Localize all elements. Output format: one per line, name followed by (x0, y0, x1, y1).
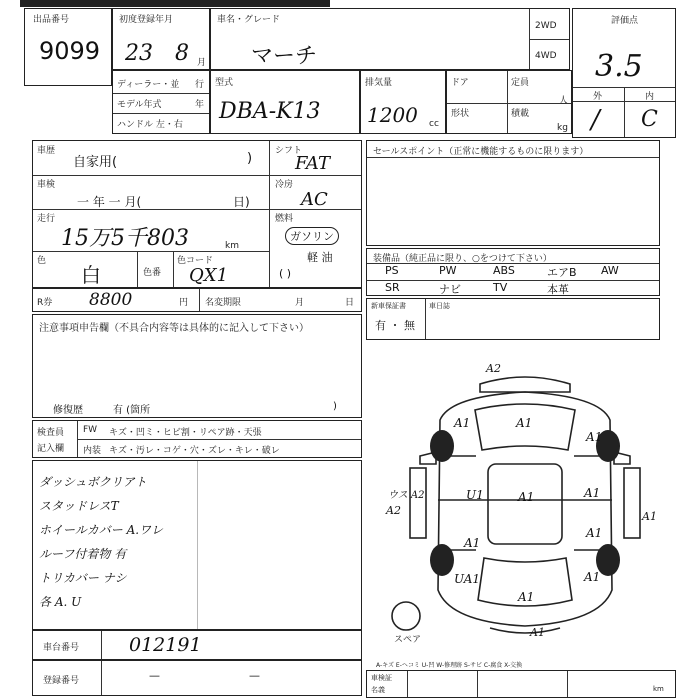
lot-number: 9099 (39, 37, 101, 65)
shape-label: 形状 (451, 109, 470, 119)
inspection-label: 車検 (37, 180, 56, 190)
mark-front-bumper: A2 (486, 362, 501, 375)
model-code-label: 型式 (215, 78, 234, 88)
comment-line: ルーフ付着物 有 (39, 547, 127, 561)
warranty-label-2: 車日誌 (429, 302, 450, 310)
spare-label: スペア (394, 635, 422, 645)
ac-label: 冷房 (275, 180, 294, 190)
capacity-label: 定員 (511, 78, 530, 88)
capacity-unit: 人 (559, 96, 569, 106)
comment-line: スタッドレスT (39, 499, 119, 513)
recycle-value: 8800 (89, 290, 133, 310)
usage-value: 自家用( (73, 155, 118, 170)
equipment-item: SR (385, 281, 400, 294)
inspector-row1-items: キズ・凹ミ・ヒビ割・リペア跡・天張 (109, 428, 262, 438)
model-year-label: モデル年式 (117, 100, 162, 110)
fuel-value: ガソリン (285, 227, 339, 245)
warranty-value: 有 ・ 無 (375, 319, 415, 332)
chassis-label: 車台番号 (43, 643, 80, 653)
repair-history-value: 有 (箇所 (113, 405, 151, 416)
name-expiry-month: 月 (295, 298, 305, 308)
mark-right-quarter: A1 (584, 570, 601, 584)
mark-front-left-fender: A1 (454, 416, 471, 430)
lot-number-label: 出品番号 (33, 15, 70, 25)
mark-rear-bumper: A1 (530, 626, 545, 639)
registration-label: 登録番号 (43, 676, 80, 686)
inspector-box (32, 420, 362, 458)
stamp-unit: km (653, 685, 664, 693)
comments-box (32, 460, 362, 630)
lot-number-box (24, 8, 112, 86)
usage-label: 車歴 (37, 146, 56, 156)
mileage-label: 走行 (37, 214, 56, 224)
comment-line: ホイールカバー A.ワレ (39, 523, 164, 537)
mark-right-skirt: A1 (642, 510, 657, 523)
mark-right-rear-door: A1 (586, 526, 603, 540)
inspector-row1-tag: FW (83, 425, 98, 435)
equipment-item: TV (493, 281, 508, 294)
doors-shape-box (446, 70, 572, 134)
name-expiry-label: 名変期限 (205, 298, 242, 308)
inspection-text: 一 年 一 月( (77, 195, 142, 209)
recycle-label: R券 (37, 298, 53, 308)
displacement-box (360, 70, 446, 134)
first-registration-year: 23 (125, 41, 153, 66)
equipment-label: 装備品（純正品に限り、○をつけて下さい） (373, 254, 552, 264)
steering-label: ハンドル 左・右 (117, 120, 183, 130)
mileage-value: 15万5千803 (61, 226, 189, 251)
inspector-row2-items: キズ・汚レ・コゲ・穴・ズレ・キレ・破レ (109, 446, 280, 456)
equipment-item: 本革 (547, 283, 569, 296)
inspection-day: 日) (233, 195, 250, 209)
inspector-row2-tag: 内装 (83, 446, 102, 456)
chassis-box (32, 630, 362, 660)
sales-point-label: セールスポイント（正常に機能するものに限ります） (373, 147, 589, 157)
doors-label: ドア (451, 78, 469, 88)
registration-dash-2: — (249, 669, 260, 682)
color-code: QX1 (189, 265, 229, 286)
score-label: 評価点 (611, 16, 639, 26)
equipment-box (366, 248, 660, 296)
recycle-box (32, 288, 362, 312)
first-registration-label: 初度登録年月 (119, 15, 174, 25)
inspector-label-2: 記入欄 (37, 444, 65, 454)
dealer-label: ディーラー・並 (117, 80, 180, 90)
score-box (572, 8, 676, 138)
displacement-label: 排気量 (365, 78, 393, 88)
drive-4wd: 4WD (535, 51, 557, 61)
comment-line: ダッシュボクリアト (39, 475, 147, 489)
equipment-item: AW (601, 264, 619, 277)
comment-line: トリカバー ナシ (39, 571, 127, 585)
sales-point-box (366, 140, 660, 246)
usage-close: ) (247, 151, 253, 166)
top-banner-bar (20, 0, 330, 7)
equipment-item: エアB (547, 266, 577, 279)
model-code-box (210, 70, 360, 134)
chassis-value: 012191 (129, 634, 202, 656)
mark-trunk: A1 (518, 590, 535, 604)
inspector-label-1: 検査員 (37, 428, 65, 438)
fuel-sub: 軽 油 (307, 251, 333, 264)
score-value: 3.5 (595, 49, 643, 84)
car-name-box (210, 8, 570, 70)
vehicle-info-box (32, 140, 362, 288)
month-unit: 月 (197, 58, 207, 68)
drive-2wd: 2WD (535, 21, 557, 31)
color-number-label: 色番 (143, 268, 162, 278)
damage-diagram (380, 360, 670, 645)
recycle-unit: 円 (179, 298, 189, 308)
mark-roof: A1 (518, 490, 535, 504)
stamp-label-1: 車検証 (371, 674, 392, 682)
damage-legend: A-キズ E-ヘコミ U-凹 W-修理跡 S-サビ C-腐食 X-交換 (376, 662, 523, 669)
name-expiry-day: 日 (345, 298, 355, 308)
fuel-paren: ( ) (279, 267, 292, 280)
mark-hood: A1 (516, 416, 533, 430)
equipment-item: ナビ (439, 283, 461, 296)
warranty-label: 新車保証書 (371, 302, 406, 310)
equipment-item: ABS (493, 264, 515, 277)
model-code: DBA-K13 (219, 99, 321, 124)
mark-left-front-door: U1 (466, 488, 484, 502)
notes-box (32, 314, 362, 418)
first-registration-box (112, 8, 210, 70)
color-value: 白 (81, 263, 101, 287)
first-registration-month: 8 (175, 41, 189, 66)
shift-label: シフト (275, 146, 303, 156)
equipment-item: PS (385, 264, 399, 277)
stamp-label-2: 名義 (371, 686, 385, 694)
load-label: 積載 (511, 109, 530, 119)
shift-value: FAT (295, 153, 330, 174)
mark-front-right-fender: A1 (586, 430, 603, 444)
notes-label: 注意事項申告欄（不具合内容等は具体的に記入して下さい） (39, 323, 309, 334)
repair-history-label: 修復歴 (53, 405, 83, 416)
dealer-suffix: 行 (195, 80, 205, 90)
stamp-box (366, 670, 676, 698)
exterior-grade: / (591, 105, 600, 135)
mark-left-skirt: A2 (386, 504, 401, 517)
dealer-box (112, 70, 210, 134)
color-label: 色 (37, 256, 47, 266)
mark-right-front-door: A1 (584, 486, 601, 500)
repair-history-close: ) (333, 401, 337, 412)
mileage-unit: km (225, 241, 239, 251)
warranty-box (366, 298, 660, 340)
interior-label: 内 (645, 92, 655, 102)
color-code-label: 色コード (177, 256, 214, 266)
model-year-suffix: 年 (195, 100, 205, 110)
mark-left-quarter: UA1 (454, 572, 481, 586)
side-note: ウス A2 (388, 490, 425, 501)
registration-box (32, 660, 362, 696)
fuel-label: 燃料 (275, 214, 294, 224)
car-name-label: 車名・グレード (217, 15, 281, 25)
exterior-label: 外 (593, 92, 603, 102)
displacement-unit: cc (429, 119, 439, 129)
registration-dash-1: — (149, 669, 160, 682)
comment-line: 各 A. U (39, 595, 82, 609)
equipment-item: PW (439, 264, 457, 277)
car-name: マーチ (251, 44, 318, 69)
displacement-value: 1200 (367, 103, 418, 127)
load-unit: kg (557, 123, 568, 133)
ac-value: AC (301, 189, 328, 210)
mark-left-rear-door: A1 (464, 536, 481, 550)
interior-grade: C (641, 107, 658, 132)
